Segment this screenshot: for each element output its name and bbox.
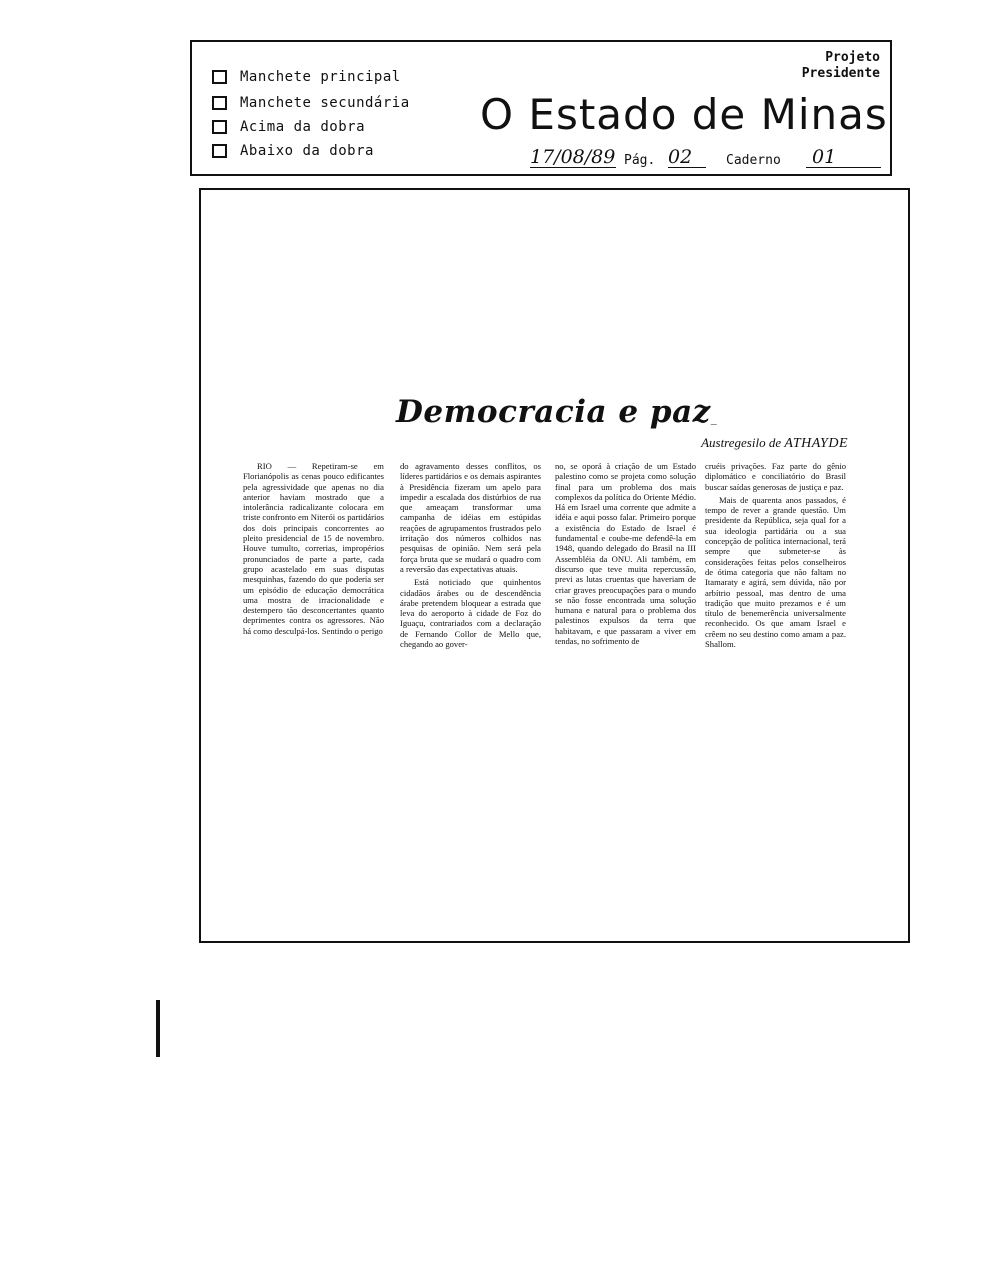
article-byline xyxy=(701,435,848,452)
clipping-header xyxy=(190,40,892,176)
checkbox-row-manchete-principal[interactable] xyxy=(212,69,401,85)
article-paragraph: Está noticiado que quinhentos cidadãos árabes ou de descendência árabe pretendem bloquear a estrada que leva do aeroporto à cidade de Foz do Iguaçu, contrariados com a declaração de Fernando Collor de Mello que, chegando ao gover- xyxy=(400,577,541,650)
checkbox-label: Abaixo da dobra xyxy=(240,143,374,159)
section-field[interactable]: 01 xyxy=(806,147,881,168)
article-column-3 xyxy=(555,461,696,689)
byline-prefix: Austregesilo de xyxy=(701,435,782,450)
title-dash-mark: _ xyxy=(710,411,718,425)
article-title xyxy=(396,394,717,430)
checkbox-manchete-principal[interactable] xyxy=(212,70,227,84)
article-paragraph: RIO — Repetiram-se em Florianópolis as cenas pouco edificantes pela agressividade que apenas no dia anterior haviam mostrado que a intolerância radicalizante colocara em triste confronto em Niterói os partidários dos dois principais concorrentes ao pleito presidencial de 15 de novembro. Houve tumulto, correrias, impropérios pronunciados de parte a parte, cada grupo acastelado em suas disputas mesquinhas, fazendo do que poderia ser um episódio de educação democrática uma mostra de irracionalidade e destempero tão desconcertantes quanto deprimentes contra os agressores. Não há como desculpá-los. Sentindo o perigo xyxy=(243,461,384,636)
page-field[interactable]: 02 xyxy=(668,147,706,168)
date-field[interactable]: 17/08/89 xyxy=(530,146,616,168)
checkbox-manchete-secundaria[interactable] xyxy=(212,96,227,110)
article-paragraph: cruéis privações. Faz parte do gênio diplomático e conciliatório do Brasil buscar saídas generosas de justiça e paz. xyxy=(705,461,846,492)
article-paragraph: no, se oporá à criação de um Estado palestino como se projeta como solução final para um problema dos mais complexos da política do Oriente Médio. Há em Israel uma corrente que admite a idéia e aqui posso falar. Primeiro porque a existência do Estado de Israel é fundamental e coube-me defendê-la em 1948, quando delegado do Brasil na III Assembléia da ONU. Ali também, em discurso que teve muita repercussão, previ as lutas cruentas que haveriam de criar graves preocupações para o mundo se não fosse encontrada uma solução humana e natural para o problema dos palestinos expulsos da terra que habitavam, e que passaram a viver em tendas, no sofrimento de xyxy=(555,461,696,647)
article-column-4 xyxy=(705,461,846,689)
checkbox-row-abaixo-da-dobra[interactable] xyxy=(212,143,374,159)
project-line-1: Projeto xyxy=(825,50,880,65)
checkbox-label: Acima da dobra xyxy=(240,119,366,135)
project-label xyxy=(802,50,880,82)
article-column-1 xyxy=(243,461,384,689)
checkbox-row-acima-da-dobra[interactable] xyxy=(212,119,365,135)
checkbox-abaixo-da-dobra[interactable] xyxy=(212,144,227,158)
page-label: Pág. xyxy=(624,153,656,168)
newspaper-name: O Estado de Minas xyxy=(480,90,888,139)
section-label: Caderno xyxy=(726,153,781,168)
clipping-meta xyxy=(530,147,892,169)
project-line-2: Presidente xyxy=(801,66,880,81)
article-paragraph: Mais de quarenta anos passados, é tempo de rever a grande questão. Um presidente da República, seja qual for a sua ideologia partidária ou a sua concepção de política internacional, terá sempre que submeter-se às considerações feitas pelos conselheiros de ótima categoria que não faltam no Itamaraty e agirá, sem dúvida, não por arbítrio pessoal, mas dentro de uma tradição que muito prezamos e é um título de benemerência universalmente reconhecido. Os que amam Israel e crêem no seu destino como amam a paz. Shallom. xyxy=(705,494,846,650)
article-title-text: Democracia e paz xyxy=(396,394,711,430)
scan-margin-mark xyxy=(156,1000,160,1057)
byline-surname: ATHAYDE xyxy=(784,436,848,451)
checkbox-acima-da-dobra[interactable] xyxy=(212,120,227,134)
article-paragraph: do agravamento desses conflitos, os líderes partidários e os demais aspirantes à Presidência fizeram um apelo para impedir a escalada dos distúrbios de rua que ameaçam transformar uma campanha de idéias em estúpidas reações de agrupamentos frustrados pelo irritação dos números colhidos nas pesquisas de opinião. Nem será pela força bruta que se mudará o quadro com a reversão das expectativas atuais. xyxy=(400,461,541,574)
article-column-2 xyxy=(400,461,541,689)
checkbox-row-manchete-secundaria[interactable] xyxy=(212,95,410,111)
checkbox-label: Manchete principal xyxy=(240,69,401,85)
checkbox-label: Manchete secundária xyxy=(240,95,410,111)
article-clipping xyxy=(199,188,910,943)
